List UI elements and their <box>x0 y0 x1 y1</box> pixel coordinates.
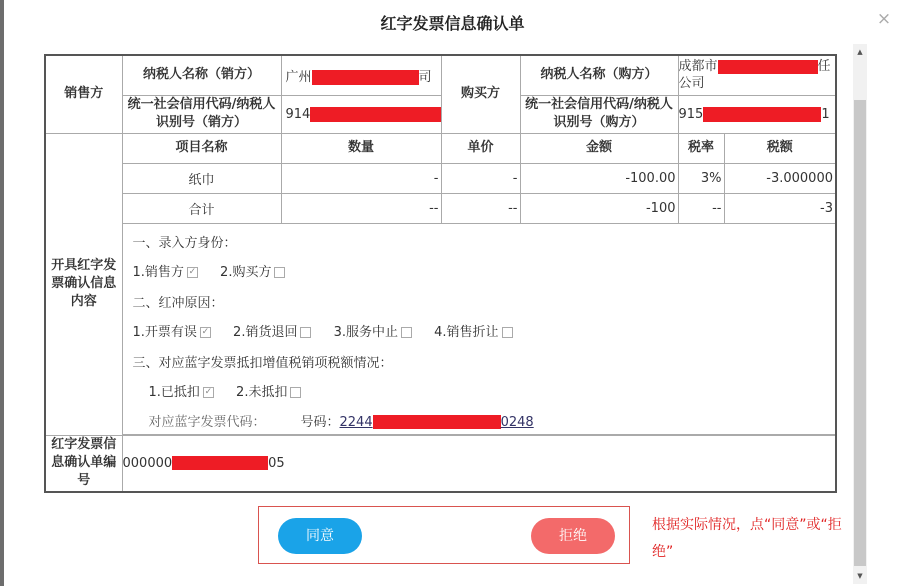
table-row <box>45 163 836 193</box>
option-label: 2.未抵扣 <box>236 384 288 400</box>
confirm-no-suffix: 05 <box>268 455 285 471</box>
redaction-block <box>703 107 821 122</box>
seller-id-label: 统一社会信用代码/纳税人识别号（销方） <box>122 95 281 133</box>
reject-button[interactable]: 拒绝 <box>531 518 615 554</box>
column-header: 数量 <box>281 133 441 163</box>
section3-title: 三、对应蓝字发票抵扣增值税销项税额情况： <box>132 355 393 371</box>
option-label: 3.服务中止 <box>333 324 398 340</box>
watermark-text: 大数跨境 <box>42 561 110 582</box>
buyer-name-value <box>678 55 836 95</box>
seller-name-prefix: 广州 <box>285 69 312 85</box>
blue-invoice-code-label: 对应蓝字发票代码： <box>148 414 266 430</box>
checkbox-icon[interactable] <box>290 387 301 398</box>
column-header: 金额 <box>520 133 678 163</box>
total-tax-amount: -3 <box>724 193 836 223</box>
option-label: 1.开票有误 <box>132 324 197 340</box>
confirm-no-value <box>122 435 836 492</box>
option-service-suspended[interactable] <box>334 325 412 340</box>
checkbox-checked-icon[interactable]: ✓ <box>201 326 210 337</box>
buyer-label: 购买方 <box>441 55 520 133</box>
buyer-name-suffix: 任 <box>817 59 831 75</box>
section2-options <box>133 321 531 340</box>
option-sales-discount[interactable] <box>434 325 512 340</box>
seller-label: 销售方 <box>45 55 122 133</box>
total-amount: -100 <box>520 193 678 223</box>
option-buyer[interactable] <box>220 265 285 280</box>
column-header: 税额 <box>724 133 836 163</box>
option-label: 4.销售折让 <box>434 324 499 340</box>
action-button-box <box>258 506 630 564</box>
column-header: 项目名称 <box>122 133 281 163</box>
seller-name-suffix: 司 <box>418 69 432 85</box>
instruction-note: 根据实际情况，点“同意”或“拒绝” <box>652 517 842 560</box>
buyer-id-suffix: 1 <box>821 106 830 122</box>
content-label: 开具红字发票确认信息内容 <box>45 133 122 435</box>
buyer-id-value <box>678 95 836 133</box>
dialog-title: 红字发票信息确认单 <box>380 14 525 33</box>
redaction-block <box>310 107 441 122</box>
checkbox-checked-icon[interactable]: ✓ <box>188 266 197 277</box>
column-header: 税率 <box>678 133 724 163</box>
buyer-name-line2: 公司 <box>678 76 705 92</box>
blue-invoice-number-label: 号码： <box>300 414 340 430</box>
blue-invoice-number-prefix: 2244 <box>339 414 373 430</box>
seller-name-value <box>281 55 441 95</box>
option-invoice-error[interactable] <box>133 325 211 340</box>
blue-invoice-number <box>301 411 534 430</box>
item-amount: -100.00 <box>520 163 678 193</box>
seller-name-label: 纳税人名称（销方） <box>122 55 281 95</box>
section1-options <box>133 261 304 280</box>
redaction-block <box>312 70 419 85</box>
scrollbar-thumb[interactable] <box>854 100 866 566</box>
section3-options <box>149 381 320 400</box>
option-label: 2.销货退回 <box>233 324 298 340</box>
option-label: 1.销售方 <box>132 264 184 280</box>
total-unit-price: -- <box>441 193 520 223</box>
section2-title: 二、红冲原因： <box>132 295 224 311</box>
option-sales-return[interactable] <box>233 325 311 340</box>
blue-invoice-number-link[interactable] <box>340 415 534 430</box>
scroll-up-icon[interactable]: ▲ <box>857 48 863 56</box>
checkbox-icon[interactable] <box>401 327 412 338</box>
confirm-no-prefix: 000000 <box>122 455 173 471</box>
option-label: 2.购买方 <box>220 264 272 280</box>
watermark-logo-icon: ℃ <box>6 558 34 580</box>
seller-id-prefix: 914 <box>285 106 311 122</box>
blue-invoice-number-suffix: 0248 <box>500 414 534 430</box>
option-label: 1.已抵扣 <box>148 384 200 400</box>
item-unit-price: - <box>441 163 520 193</box>
buyer-name-label: 纳税人名称（购方） <box>520 55 678 95</box>
buyer-name-prefix: 成都市 <box>678 59 718 75</box>
total-name: 合计 <box>122 193 281 223</box>
item-tax-amount: -3.000000 <box>724 163 836 193</box>
close-icon[interactable]: × <box>876 9 892 29</box>
option-seller[interactable] <box>133 265 198 280</box>
buyer-id-label: 统一社会信用代码/纳税人识别号（购方） <box>520 95 678 133</box>
item-quantity: - <box>281 163 441 193</box>
agree-button[interactable]: 同意 <box>278 518 362 554</box>
checkbox-checked-icon[interactable]: ✓ <box>204 386 213 397</box>
buyer-id-prefix: 915 <box>678 106 704 122</box>
table-row <box>45 193 836 223</box>
checkbox-icon[interactable] <box>300 327 311 338</box>
watermark <box>6 556 110 582</box>
invoice-confirm-dialog <box>4 0 901 586</box>
confirm-no-label: 红字发票信息确认单编号 <box>45 435 122 492</box>
confirm-info-content <box>122 223 836 434</box>
total-quantity: -- <box>281 193 441 223</box>
item-tax-rate: 3% <box>678 163 724 193</box>
red-invoice-form-table <box>44 54 837 493</box>
scroll-down-icon[interactable]: ▼ <box>857 572 863 580</box>
option-not-deducted[interactable] <box>236 385 301 400</box>
checkbox-icon[interactable] <box>502 327 513 338</box>
section1-title: 一、录入方身份： <box>132 235 237 251</box>
option-deducted[interactable] <box>149 385 214 400</box>
redaction-block <box>172 456 268 470</box>
total-tax-rate: -- <box>678 193 724 223</box>
checkbox-icon[interactable] <box>274 267 285 278</box>
item-name: 纸巾 <box>122 163 281 193</box>
redaction-block <box>718 60 818 74</box>
column-header: 单价 <box>441 133 520 163</box>
redaction-block <box>373 415 501 429</box>
seller-id-value <box>281 95 441 133</box>
